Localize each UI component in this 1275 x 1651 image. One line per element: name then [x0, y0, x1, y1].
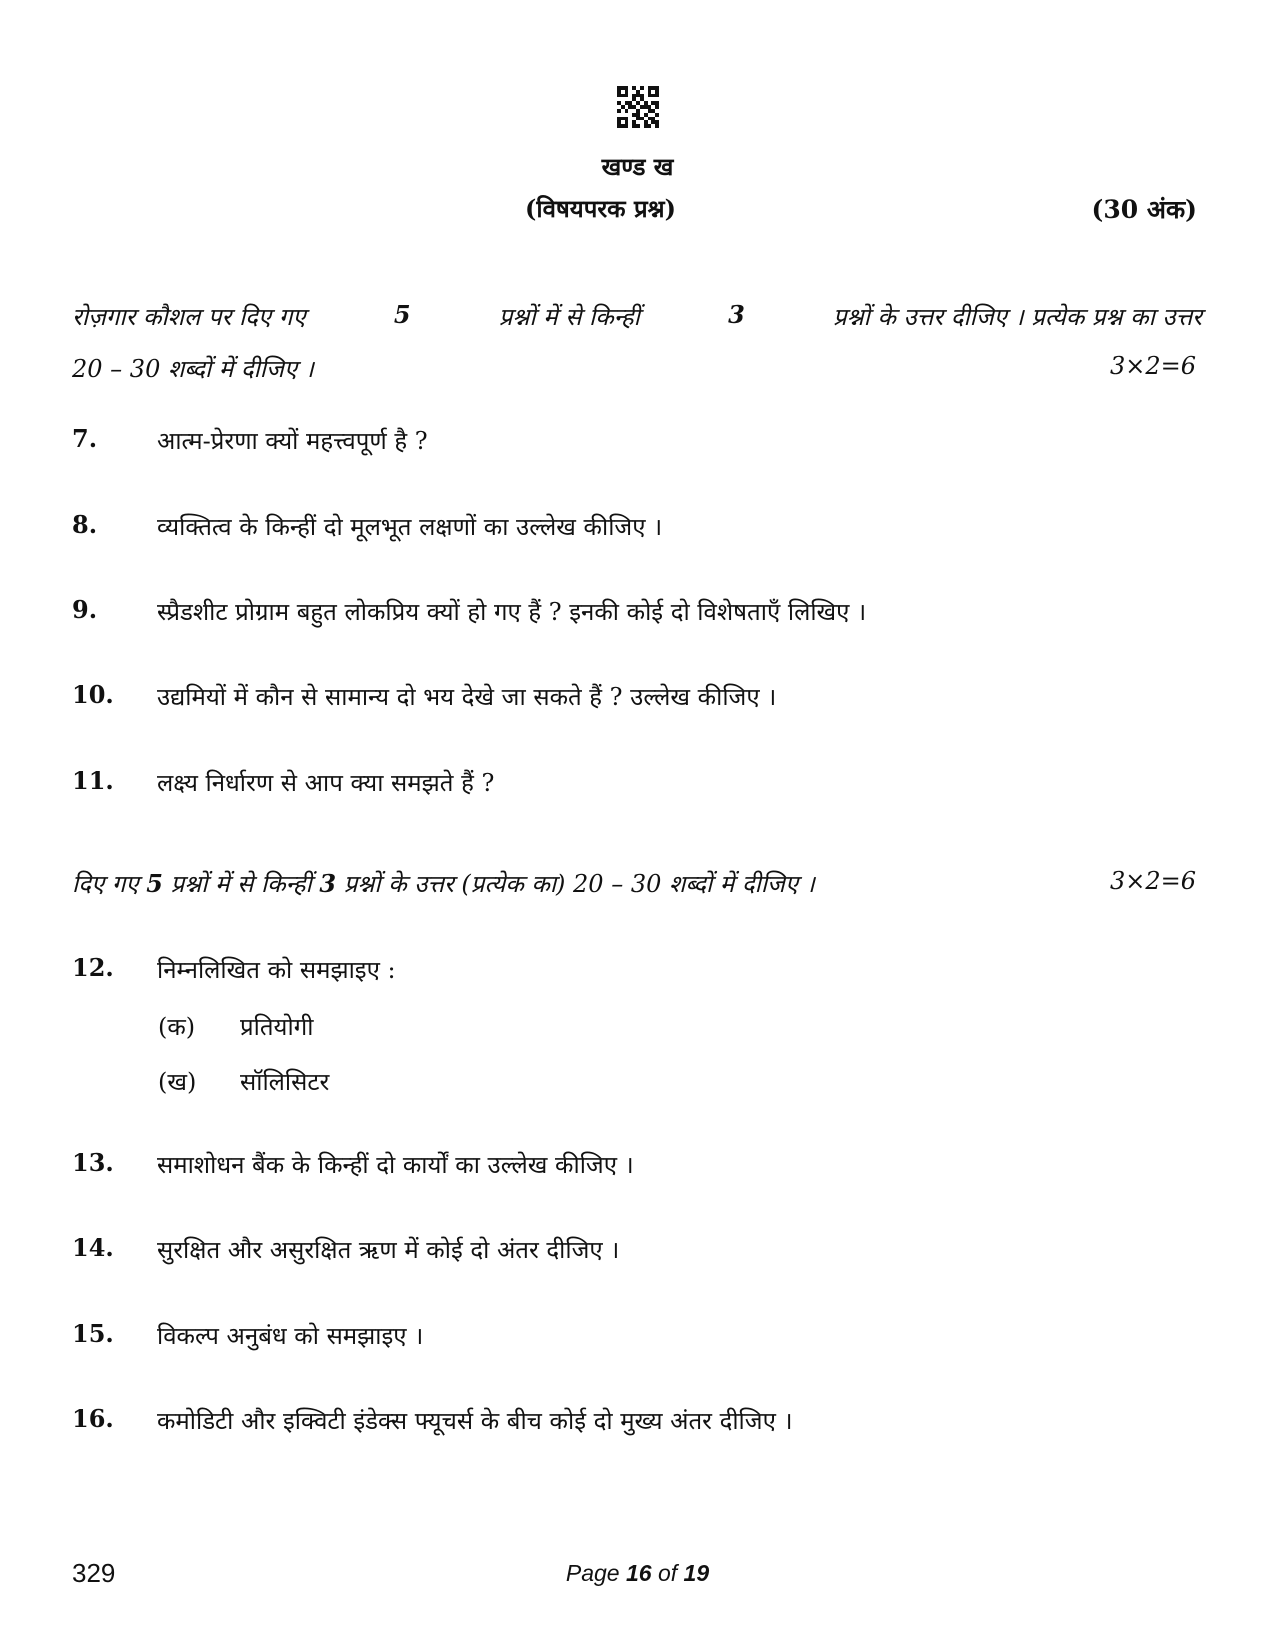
question-number: 9.	[72, 595, 98, 624]
question-number: 13.	[72, 1148, 114, 1177]
question-text: निम्नलिखित को समझाइए :	[157, 956, 396, 984]
question-number: 7.	[72, 424, 98, 453]
question-text: लक्ष्य निर्धारण से आप क्या समझते हैं ?	[157, 769, 495, 797]
question-number: 15.	[72, 1319, 114, 1348]
sub-question-label: (क)	[158, 1013, 196, 1041]
part2-instruction-n2: 3	[319, 869, 337, 898]
question-number: 11.	[72, 766, 114, 795]
section-subtitle: (विषयपरक प्रश्न)	[525, 194, 676, 223]
question-item	[72, 510, 662, 543]
page-of-word: of	[657, 1560, 678, 1586]
question-item	[72, 1404, 793, 1437]
question-text: कमोडिटी और इक्विटी इंडेक्स फ्यूचर्स के बीच कोई दो मुख्य अंतर दीजिए ।	[157, 1407, 793, 1435]
question-text: उद्यमियों में कौन से सामान्य दो भय देखे जा सकते हैं ? उल्लेख कीजिए ।	[157, 683, 777, 711]
part1-marks: 3×2=6	[1109, 352, 1196, 380]
section-title: खण्ड ख	[601, 152, 674, 181]
paper-code: 329	[72, 1558, 116, 1588]
question-number: 14.	[72, 1233, 114, 1262]
sub-question-label: (ख)	[158, 1068, 197, 1096]
question-item	[72, 1319, 423, 1352]
question-text: सुरक्षित और असुरक्षित ऋण में कोई दो अंतर दीजिए ।	[157, 1236, 620, 1264]
question-item	[72, 680, 776, 713]
page-word: Page	[565, 1560, 620, 1586]
page-indicator	[0, 1560, 1275, 1587]
question-number: 12.	[72, 953, 114, 982]
question-text: विकल्प अनुबंध को समझाइए ।	[157, 1322, 424, 1350]
part1-instruction-line2: 20 – 30 शब्दों में दीजिए ।	[72, 355, 314, 383]
part2-instruction-n1: 5	[146, 869, 163, 898]
question-text: स्प्रैडशीट प्रोग्राम बहुत लोकप्रिय क्यों हो गए हैं ? इनकी कोई दो विशेषताएँ लिखिए ।	[157, 598, 867, 626]
part1-instruction	[72, 300, 1202, 333]
part2-marks: 3×2=6	[1109, 867, 1196, 895]
sub-question-text: सॉलिसिटर	[240, 1068, 330, 1096]
page-number: 16	[625, 1560, 652, 1586]
sub-question-text: प्रतियोगी	[240, 1013, 314, 1041]
question-text: व्यक्तित्व के किन्हीं दो मूलभूत लक्षणों का उल्लेख कीजिए ।	[157, 513, 663, 541]
question-item	[72, 1233, 619, 1266]
question-text: समाशोधन बैंक के किन्हीं दो कार्यों का उल्लेख कीजिए ।	[157, 1151, 634, 1179]
part1-instruction-n2: 3	[728, 300, 745, 329]
question-text: आत्म-प्रेरणा क्यों महत्त्वपूर्ण है ?	[157, 427, 428, 455]
question-item	[72, 595, 866, 628]
question-item	[72, 953, 396, 986]
total-marks: (30 अंक)	[1091, 195, 1197, 224]
part2-instruction-c: प्रश्नों के उत्तर (प्रत्येक का) 20 – 30 शब्दों में दीजिए ।	[343, 870, 815, 898]
part1-instruction-a: रोज़गार कौशल पर दिए गए	[72, 303, 306, 331]
qr-code-icon	[617, 86, 659, 128]
question-number: 10.	[72, 680, 114, 709]
question-number: 8.	[72, 510, 98, 539]
question-item	[72, 1148, 634, 1181]
sub-question	[158, 1065, 329, 1098]
part1-instruction-n1: 5	[393, 300, 411, 329]
part1-instruction-b: प्रश्नों में से किन्हीं	[498, 303, 640, 331]
part1-instruction-c: प्रश्नों के उत्तर दीजिए । प्रत्येक प्रश्न का उत्तर	[832, 303, 1202, 331]
part2-instruction-b: प्रश्नों में से किन्हीं	[170, 870, 312, 898]
question-item	[72, 424, 428, 457]
sub-question	[158, 1010, 313, 1043]
question-item	[72, 766, 494, 799]
part2-instruction	[72, 867, 815, 900]
part2-instruction-a: दिए गए	[72, 870, 139, 898]
page-total: 19	[683, 1560, 710, 1586]
question-number: 16.	[72, 1404, 114, 1433]
